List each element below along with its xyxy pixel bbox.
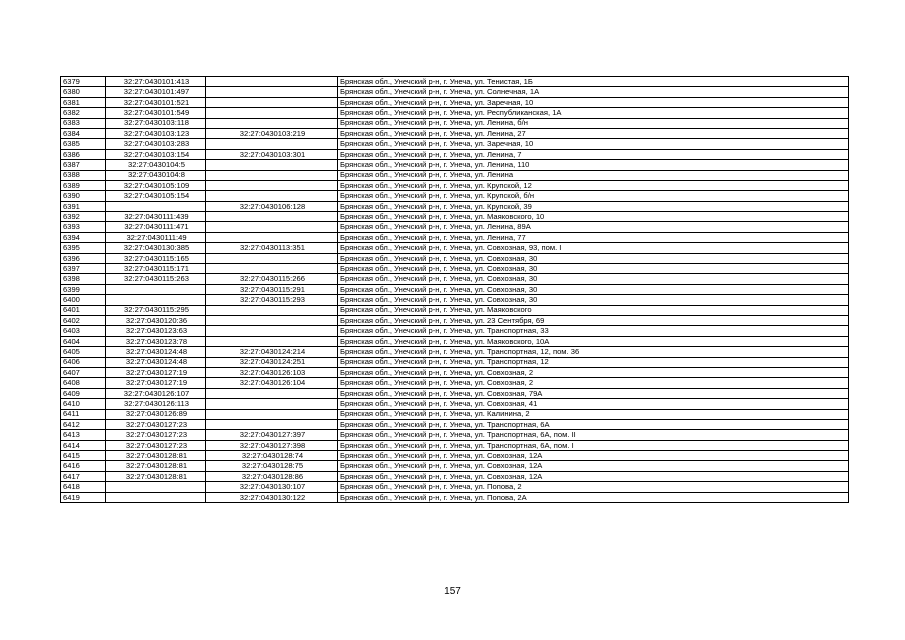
address-cell: Брянская обл., Унечский р-н, г. Унеча, ул. Совхозная, 12А xyxy=(338,471,849,481)
table-row xyxy=(61,284,849,294)
cadastral-number-cell: 32:27:0430115:295 xyxy=(106,305,206,315)
row-number-cell: 6387 xyxy=(61,160,106,170)
row-number-cell: 6409 xyxy=(61,388,106,398)
related-cadastral-number-cell xyxy=(206,326,338,336)
row-number-cell: 6397 xyxy=(61,264,106,274)
row-number-cell: 6383 xyxy=(61,118,106,128)
related-cadastral-number-cell: 32:27:0430124:251 xyxy=(206,357,338,367)
row-number-cell: 6388 xyxy=(61,170,106,180)
cadastral-number-cell: 32:27:0430127:23 xyxy=(106,440,206,450)
table-row xyxy=(61,326,849,336)
row-number-cell: 6389 xyxy=(61,180,106,190)
row-number-cell: 6412 xyxy=(61,419,106,429)
page-number: 157 xyxy=(444,586,461,597)
row-number-cell: 6401 xyxy=(61,305,106,315)
address-cell: Брянская обл., Унечский р-н, г. Унеча, ул. Маяковского, 10А xyxy=(338,336,849,346)
property-registry-table xyxy=(60,76,849,503)
cadastral-number-cell: 32:27:0430127:19 xyxy=(106,378,206,388)
cadastral-number-cell: 32:27:0430111:439 xyxy=(106,212,206,222)
related-cadastral-number-cell: 32:27:0430124:214 xyxy=(206,347,338,357)
related-cadastral-number-cell xyxy=(206,118,338,128)
table-row xyxy=(61,305,849,315)
table-row xyxy=(61,212,849,222)
related-cadastral-number-cell xyxy=(206,305,338,315)
cadastral-number-cell: 32:27:0430120:36 xyxy=(106,315,206,325)
cadastral-number-cell: 32:27:0430128:81 xyxy=(106,461,206,471)
related-cadastral-number-cell: 32:27:0430128:74 xyxy=(206,451,338,461)
table-row xyxy=(61,97,849,107)
address-cell: Брянская обл., Унечский р-н, г. Унеча, ул. Солнечная, 1А xyxy=(338,87,849,97)
table-row xyxy=(61,430,849,440)
table-row xyxy=(61,87,849,97)
table-row xyxy=(61,118,849,128)
table-row xyxy=(61,128,849,138)
address-cell: Брянская обл., Унечский р-н, г. Унеча, ул. Совхозная, 30 xyxy=(338,274,849,284)
related-cadastral-number-cell: 32:27:0430126:103 xyxy=(206,367,338,377)
table-row xyxy=(61,347,849,357)
address-cell: Брянская обл., Унечский р-н, г. Унеча, ул. Совхозная, 30 xyxy=(338,295,849,305)
address-cell: Брянская обл., Унечский р-н, г. Унеча, ул. Попова, 2 xyxy=(338,482,849,492)
related-cadastral-number-cell xyxy=(206,399,338,409)
related-cadastral-number-cell xyxy=(206,180,338,190)
related-cadastral-number-cell xyxy=(206,232,338,242)
row-number-cell: 6400 xyxy=(61,295,106,305)
cadastral-number-cell: 32:27:0430101:521 xyxy=(106,97,206,107)
address-cell: Брянская обл., Унечский р-н, г. Унеча, ул. Совхозная, 12А xyxy=(338,461,849,471)
related-cadastral-number-cell xyxy=(206,388,338,398)
table-row xyxy=(61,149,849,159)
row-number-cell: 6413 xyxy=(61,430,106,440)
related-cadastral-number-cell xyxy=(206,170,338,180)
cadastral-number-cell: 32:27:0430127:23 xyxy=(106,419,206,429)
table-row xyxy=(61,201,849,211)
address-cell: Брянская обл., Унечский р-н, г. Унеча, ул. Совхозная, 41 xyxy=(338,399,849,409)
related-cadastral-number-cell: 32:27:0430115:293 xyxy=(206,295,338,305)
address-cell: Брянская обл., Унечский р-н, г. Унеча, ул. Ленина, 110 xyxy=(338,160,849,170)
related-cadastral-number-cell: 32:27:0430128:75 xyxy=(206,461,338,471)
related-cadastral-number-cell: 32:27:0430103:219 xyxy=(206,128,338,138)
cadastral-number-cell: 32:27:0430124:48 xyxy=(106,357,206,367)
row-number-cell: 6399 xyxy=(61,284,106,294)
address-cell: Брянская обл., Унечский р-н, г. Унеча, ул. Ленина, 77 xyxy=(338,232,849,242)
row-number-cell: 6411 xyxy=(61,409,106,419)
related-cadastral-number-cell: 32:27:0430106:128 xyxy=(206,201,338,211)
address-cell: Брянская обл., Унечский р-н, г. Унеча, ул. Совхозная, 30 xyxy=(338,264,849,274)
cadastral-number-cell: 32:27:0430115:263 xyxy=(106,274,206,284)
registry-table-body xyxy=(61,77,849,503)
cadastral-number-cell: 32:27:0430123:78 xyxy=(106,336,206,346)
cadastral-number-cell: 32:27:0430104:5 xyxy=(106,160,206,170)
table-row xyxy=(61,170,849,180)
related-cadastral-number-cell: 32:27:0430103:301 xyxy=(206,149,338,159)
related-cadastral-number-cell xyxy=(206,264,338,274)
cadastral-number-cell: 32:27:0430126:89 xyxy=(106,409,206,419)
row-number-cell: 6394 xyxy=(61,232,106,242)
row-number-cell: 6393 xyxy=(61,222,106,232)
related-cadastral-number-cell: 32:27:0430115:266 xyxy=(206,274,338,284)
row-number-cell: 6419 xyxy=(61,492,106,502)
related-cadastral-number-cell xyxy=(206,212,338,222)
cadastral-number-cell: 32:27:0430128:81 xyxy=(106,451,206,461)
row-number-cell: 6395 xyxy=(61,243,106,253)
table-row xyxy=(61,77,849,87)
cadastral-number-cell: 32:27:0430101:549 xyxy=(106,108,206,118)
table-row xyxy=(61,357,849,367)
cadastral-number-cell: 32:27:0430111:49 xyxy=(106,232,206,242)
table-row xyxy=(61,243,849,253)
row-number-cell: 6391 xyxy=(61,201,106,211)
cadastral-number-cell: 32:27:0430103:283 xyxy=(106,139,206,149)
cadastral-number-cell: 32:27:0430103:123 xyxy=(106,128,206,138)
cadastral-number-cell: 32:27:0430127:19 xyxy=(106,367,206,377)
cadastral-number-cell: 32:27:0430126:107 xyxy=(106,388,206,398)
related-cadastral-number-cell: 32:27:0430126:104 xyxy=(206,378,338,388)
cadastral-number-cell xyxy=(106,284,206,294)
row-number-cell: 6398 xyxy=(61,274,106,284)
table-row xyxy=(61,419,849,429)
address-cell: Брянская обл., Унечский р-н, г. Унеча, ул. Крупской, 39 xyxy=(338,201,849,211)
related-cadastral-number-cell xyxy=(206,77,338,87)
address-cell: Брянская обл., Унечский р-н, г. Унеча, ул. Транспортная, 12 xyxy=(338,357,849,367)
row-number-cell: 6410 xyxy=(61,399,106,409)
row-number-cell: 6406 xyxy=(61,357,106,367)
cadastral-number-cell xyxy=(106,295,206,305)
address-cell: Брянская обл., Унечский р-н, г. Унеча, ул. Совхозная, 30 xyxy=(338,284,849,294)
cadastral-number-cell: 32:27:0430101:497 xyxy=(106,87,206,97)
cadastral-number-cell: 32:27:0430104:8 xyxy=(106,170,206,180)
cadastral-number-cell: 32:27:0430115:171 xyxy=(106,264,206,274)
table-row xyxy=(61,108,849,118)
related-cadastral-number-cell xyxy=(206,97,338,107)
cadastral-number-cell: 32:27:0430127:23 xyxy=(106,430,206,440)
address-cell: Брянская обл., Унечский р-н, г. Унеча, ул. 23 Сентября, 69 xyxy=(338,315,849,325)
table-row xyxy=(61,295,849,305)
address-cell: Брянская обл., Унечский р-н, г. Унеча, ул. Республиканская, 1А xyxy=(338,108,849,118)
row-number-cell: 6417 xyxy=(61,471,106,481)
related-cadastral-number-cell xyxy=(206,160,338,170)
cadastral-number-cell: 32:27:0430124:48 xyxy=(106,347,206,357)
address-cell: Брянская обл., Унечский р-н, г. Унеча, ул. Совхозная, 30 xyxy=(338,253,849,263)
cadastral-number-cell: 32:27:0430111:471 xyxy=(106,222,206,232)
related-cadastral-number-cell: 32:27:0430113:351 xyxy=(206,243,338,253)
table-row xyxy=(61,336,849,346)
address-cell: Брянская обл., Унечский р-н, г. Унеча, ул. Совхозная, 2 xyxy=(338,378,849,388)
address-cell: Брянская обл., Унечский р-н, г. Унеча, ул. Крупской, б/н xyxy=(338,191,849,201)
row-number-cell: 6381 xyxy=(61,97,106,107)
table-row xyxy=(61,315,849,325)
cadastral-number-cell: 32:27:0430123:63 xyxy=(106,326,206,336)
table-row xyxy=(61,253,849,263)
row-number-cell: 6386 xyxy=(61,149,106,159)
address-cell: Брянская обл., Унечский р-н, г. Унеча, ул. Ленина, 27 xyxy=(338,128,849,138)
related-cadastral-number-cell xyxy=(206,87,338,97)
cadastral-number-cell xyxy=(106,482,206,492)
related-cadastral-number-cell xyxy=(206,253,338,263)
cadastral-number-cell: 32:27:0430128:81 xyxy=(106,471,206,481)
row-number-cell: 6414 xyxy=(61,440,106,450)
related-cadastral-number-cell xyxy=(206,139,338,149)
address-cell: Брянская обл., Унечский р-н, г. Унеча, ул. Совхозная, 79А xyxy=(338,388,849,398)
table-row xyxy=(61,191,849,201)
row-number-cell: 6402 xyxy=(61,315,106,325)
cadastral-number-cell: 32:27:0430105:109 xyxy=(106,180,206,190)
row-number-cell: 6384 xyxy=(61,128,106,138)
row-number-cell: 6382 xyxy=(61,108,106,118)
table-row xyxy=(61,264,849,274)
related-cadastral-number-cell xyxy=(206,419,338,429)
table-row xyxy=(61,461,849,471)
table-row xyxy=(61,378,849,388)
row-number-cell: 6380 xyxy=(61,87,106,97)
address-cell: Брянская обл., Унечский р-н, г. Унеча, ул. Совхозная, 12А xyxy=(338,451,849,461)
address-cell: Брянская обл., Унечский р-н, г. Унеча, ул. Транспортная, 6А, пом. II xyxy=(338,430,849,440)
related-cadastral-number-cell: 32:27:0430127:397 xyxy=(206,430,338,440)
cadastral-number-cell: 32:27:0430126:113 xyxy=(106,399,206,409)
address-cell: Брянская обл., Унечский р-н, г. Унеча, ул. Транспортная, 6А, пом. I xyxy=(338,440,849,450)
address-cell: Брянская обл., Унечский р-н, г. Унеча, ул. Калинина, 2 xyxy=(338,409,849,419)
row-number-cell: 6390 xyxy=(61,191,106,201)
address-cell: Брянская обл., Унечский р-н, г. Унеча, ул. Маяковского, 10 xyxy=(338,212,849,222)
row-number-cell: 6404 xyxy=(61,336,106,346)
row-number-cell: 6379 xyxy=(61,77,106,87)
related-cadastral-number-cell: 32:27:0430130:107 xyxy=(206,482,338,492)
cadastral-number-cell: 32:27:0430101:413 xyxy=(106,77,206,87)
cadastral-number-cell: 32:27:0430103:118 xyxy=(106,118,206,128)
address-cell: Брянская обл., Унечский р-н, г. Унеча, ул. Заречная, 10 xyxy=(338,139,849,149)
table-row xyxy=(61,388,849,398)
address-cell: Брянская обл., Унечский р-н, г. Унеча, ул. Ленина, б/н xyxy=(338,118,849,128)
table-row xyxy=(61,139,849,149)
cadastral-number-cell: 32:27:0430105:154 xyxy=(106,191,206,201)
address-cell: Брянская обл., Унечский р-н, г. Унеча, ул. Тенистая, 1Б xyxy=(338,77,849,87)
related-cadastral-number-cell xyxy=(206,108,338,118)
related-cadastral-number-cell: 32:27:0430128:86 xyxy=(206,471,338,481)
table-row xyxy=(61,482,849,492)
address-cell: Брянская обл., Унечский р-н, г. Унеча, ул. Транспортная, 12, пом. 36 xyxy=(338,347,849,357)
address-cell: Брянская обл., Унечский р-н, г. Унеча, ул. Заречная, 10 xyxy=(338,97,849,107)
cadastral-number-cell xyxy=(106,492,206,502)
related-cadastral-number-cell: 32:27:0430130:122 xyxy=(206,492,338,502)
address-cell: Брянская обл., Унечский р-н, г. Унеча, ул. Маяковского xyxy=(338,305,849,315)
table-row xyxy=(61,274,849,284)
row-number-cell: 6415 xyxy=(61,451,106,461)
address-cell: Брянская обл., Унечский р-н, г. Унеча, ул. Ленина xyxy=(338,170,849,180)
address-cell: Брянская обл., Унечский р-н, г. Унеча, ул. Транспортная, 33 xyxy=(338,326,849,336)
related-cadastral-number-cell: 32:27:0430115:291 xyxy=(206,284,338,294)
table-row xyxy=(61,367,849,377)
related-cadastral-number-cell xyxy=(206,191,338,201)
address-cell: Брянская обл., Унечский р-н, г. Унеча, ул. Совхозная, 2 xyxy=(338,367,849,377)
related-cadastral-number-cell xyxy=(206,409,338,419)
row-number-cell: 6418 xyxy=(61,482,106,492)
row-number-cell: 6405 xyxy=(61,347,106,357)
address-cell: Брянская обл., Унечский р-н, г. Унеча, ул. Совхозная, 93, пом. I xyxy=(338,243,849,253)
table-row xyxy=(61,471,849,481)
table-row xyxy=(61,222,849,232)
related-cadastral-number-cell: 32:27:0430127:398 xyxy=(206,440,338,450)
row-number-cell: 6403 xyxy=(61,326,106,336)
table-row xyxy=(61,492,849,502)
cadastral-number-cell: 32:27:0430130:385 xyxy=(106,243,206,253)
row-number-cell: 6408 xyxy=(61,378,106,388)
address-cell: Брянская обл., Унечский р-н, г. Унеча, ул. Крупской, 12 xyxy=(338,180,849,190)
cadastral-number-cell: 32:27:0430103:154 xyxy=(106,149,206,159)
address-cell: Брянская обл., Унечский р-н, г. Унеча, ул. Попова, 2А xyxy=(338,492,849,502)
table-row xyxy=(61,160,849,170)
address-cell: Брянская обл., Унечский р-н, г. Унеча, ул. Ленина, 89А xyxy=(338,222,849,232)
table-row xyxy=(61,232,849,242)
row-number-cell: 6392 xyxy=(61,212,106,222)
table-row xyxy=(61,440,849,450)
related-cadastral-number-cell xyxy=(206,336,338,346)
row-number-cell: 6385 xyxy=(61,139,106,149)
cadastral-number-cell xyxy=(106,201,206,211)
related-cadastral-number-cell xyxy=(206,315,338,325)
address-cell: Брянская обл., Унечский р-н, г. Унеча, ул. Ленина, 7 xyxy=(338,149,849,159)
table-row xyxy=(61,409,849,419)
table-row xyxy=(61,451,849,461)
cadastral-number-cell: 32:27:0430115:165 xyxy=(106,253,206,263)
row-number-cell: 6396 xyxy=(61,253,106,263)
related-cadastral-number-cell xyxy=(206,222,338,232)
row-number-cell: 6407 xyxy=(61,367,106,377)
table-row xyxy=(61,399,849,409)
table-row xyxy=(61,180,849,190)
address-cell: Брянская обл., Унечский р-н, г. Унеча, ул. Транспортная, 6А xyxy=(338,419,849,429)
row-number-cell: 6416 xyxy=(61,461,106,471)
